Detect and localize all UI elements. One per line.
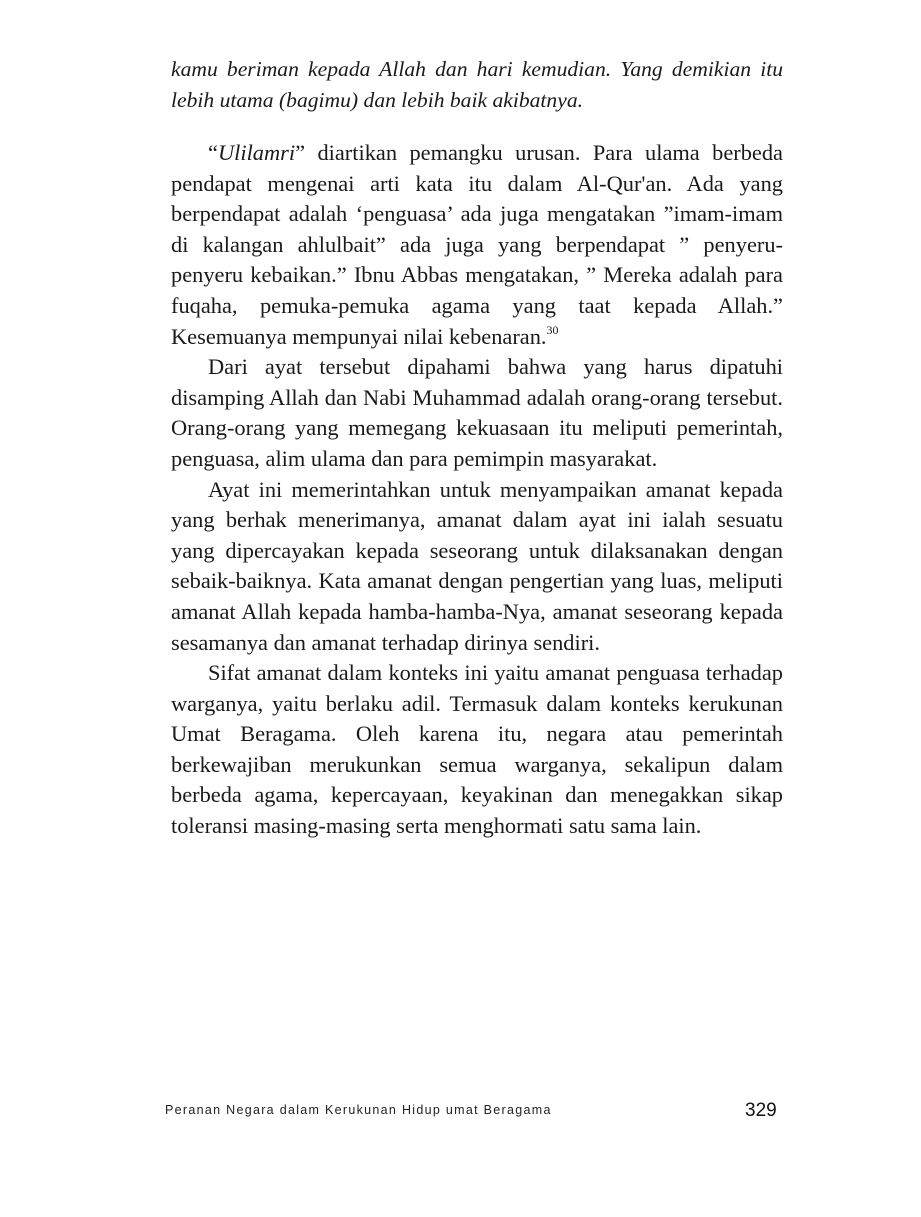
paragraph-3: Ayat ini memerintahkan untuk menyampaikan amanat kepada yang berhak menerimanya, amanat dalam ayat ini ialah sesuatu yang dipercayakan kepada seseorang untuk dilaksanakan dengan sebaik-baiknya. Kata amanat dengan pengertian yang luas, meliputi amanat Allah kepada hamba-hamba-Nya, amanat seseorang kepada sesamanya dan amanat terhadap dirinya sendiri.: [171, 476, 783, 655]
body-text: [171, 138, 783, 842]
running-footer-title: Peranan Negara dalam Kerukunan Hidup umat Beragama: [165, 1103, 552, 1117]
open-quote-mark: “: [208, 140, 218, 165]
paragraph-1-text: ” diartikan pemangku urusan. Para ulama berbeda pendapat mengenai arti kata itu dalam Al-Qur'an. Ada yang berpendapat adalah ‘penguasa’ ada juga mengatakan ”imam-imam di kalangan ahlulbait” ada juga yang berpendapat ” penyeru-penyeru kebaikan.” Ibnu Abbas mengatakan, ” Mereka adalah para fuqaha, pemuka-pemuka agama yang taat kepada Allah.” Kesemuanya mempunyai nilai kebenaran.: [171, 140, 783, 349]
paragraph-1: [171, 138, 783, 352]
paragraph-2: Dari ayat tersebut dipahami bahwa yang harus dipatuhi disamping Allah dan Nabi Muhammad adalah orang-orang tersebut. Orang-orang yang memegang kekuasaan itu meliputi pemerintah, penguasa, alim ulama dan para pemimpin masyarakat.: [171, 354, 783, 471]
term-ulilamri: Ulilamri: [217, 140, 296, 165]
italic-quote-block: [171, 54, 783, 115]
page-number: 329: [745, 1100, 777, 1121]
paragraph-4: Sifat amanat dalam konteks ini yaitu amanat penguasa terhadap warganya, yaitu berlaku adil. Termasuk dalam konteks kerukunan Umat Beragama. Oleh karena itu, negara atau pemerintah berkewajiban merukunkan semua warganya, sekalipun dalam berbeda agama, kepercayaan, keyakinan dan menegakkan sikap toleransi masing-masing serta menghormati satu sama lain.: [171, 660, 783, 839]
quote-text: kamu beriman kepada Allah dan hari kemudian. Yang demikian itu lebih utama (bagimu) dan lebih baik akibatnya.: [171, 57, 783, 112]
footnote-marker: 30: [546, 322, 559, 337]
